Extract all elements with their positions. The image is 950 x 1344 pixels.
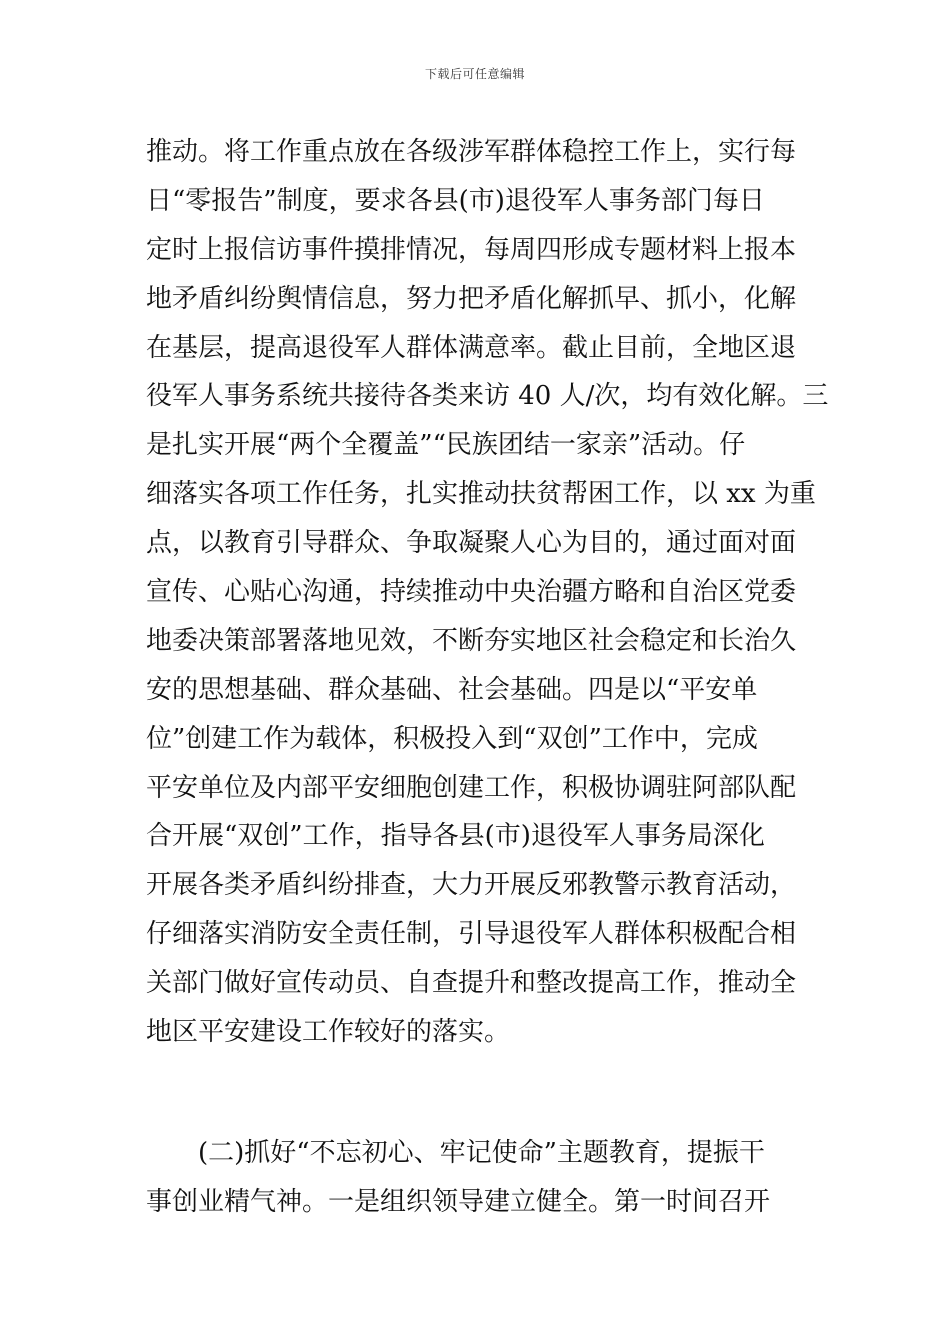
text-line: 地区平安建设工作较好的落实。 (146, 1017, 511, 1048)
text-line: 地委决策部署落地见效，不断夯实地区社会稳定和长治久 (146, 625, 797, 656)
text-line: 平安单位及内部平安细胞创建工作，积极协调驻阿部队配 (146, 772, 797, 803)
text-line: 是扎实开展“两个全覆盖”“民族团结一家亲”活动。仔 (146, 430, 746, 461)
text-line: 开展各类矛盾纠纷排查，大力开展反邪教警示教育活动， (146, 870, 797, 901)
text-line: 地矛盾纠纷舆情信息，努力把矛盾化解抓早、抓小，化解 (146, 283, 797, 314)
text-line: 在基层，提高退役军人群体满意率。截止目前，全地区退 (146, 332, 797, 363)
text-line: 关部门做好宣传动员、自查提升和整改提高工作，推动全 (146, 968, 797, 999)
text-line: 定时上报信访事件摸排情况，每周四形成专题材料上报本 (146, 234, 797, 265)
text-line: 仔细落实消防安全责任制，引导退役军人群体积极配合相 (146, 919, 797, 950)
text-line: 细落实各项工作任务，扎实推动扶贫帮困工作，以 xx 为重 (146, 479, 816, 510)
text-line: 日“零报告”制度，要求各县(市)退役军人事务部门每日 (146, 185, 765, 216)
paragraph-2 (146, 1129, 814, 1227)
text-line: (二)抓好“不忘初心、牢记使命”主题教育，提振干 (198, 1137, 765, 1168)
paragraph-1 (146, 128, 829, 1057)
paragraph-spacer (146, 1057, 814, 1129)
text-line: 事创业精气神。一是组织领导建立健全。第一时间召开 (146, 1186, 771, 1217)
text-line: 役军人事务系统共接待各类来访 40 人/次，均有效化解。三 (146, 381, 829, 412)
document-body (146, 128, 829, 1227)
text-line: 合开展“双创”工作，指导各县(市)退役军人事务局深化 (146, 821, 765, 852)
text-line: 推动。将工作重点放在各级涉军群体稳控工作上，实行每 (146, 137, 797, 167)
text-line: 点，以教育引导群众、争取凝聚人心为目的，通过面对面 (146, 528, 797, 559)
text-line: 位”创建工作为载体，积极投入到“双创”工作中，完成 (146, 723, 758, 754)
page-header: 下载后可任意编辑 (424, 67, 525, 81)
text-line: 宣传、心贴心沟通，持续推动中央治疆方略和自治区党委 (146, 577, 797, 608)
text-line: 安的思想基础、群众基础、社会基础。四是以“平安单 (146, 674, 758, 705)
